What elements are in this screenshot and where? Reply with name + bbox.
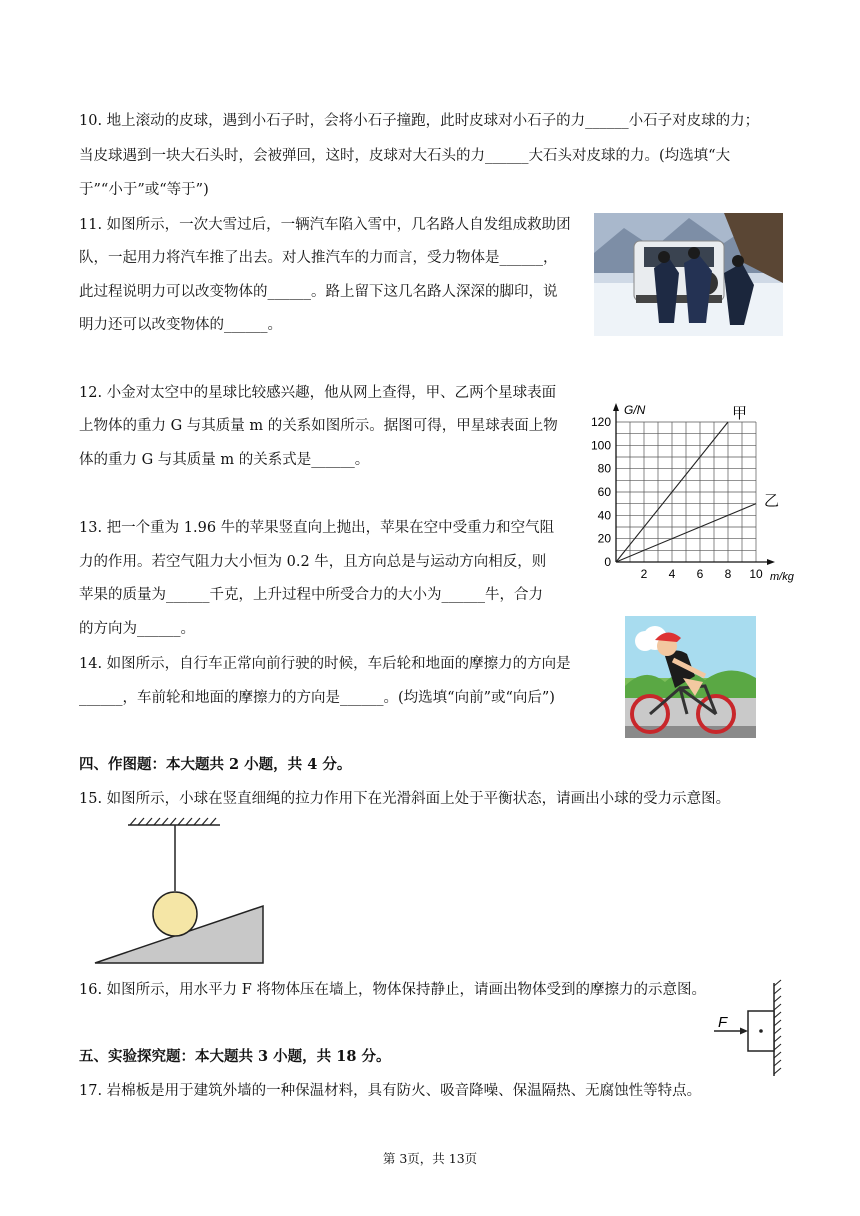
q15-text: 15. 如图所示，小球在竖直细绳的拉力作用下在光滑斜面上处于平衡状态，请画出小球的受力示意图。 <box>79 791 731 807</box>
q14-line1: 14. 如图所示，自行车正常向前行驶的时候，车后轮和地面的摩擦力的方向是 <box>79 656 571 672</box>
q13-line4: 的方向为______。 <box>79 621 195 637</box>
q12-line2: 上物体的重力 G 与其质量 m 的关系如图所示。据图可得，甲星球表面上物 <box>79 418 558 434</box>
ball-incline-figure <box>90 815 270 970</box>
q13-line3: 苹果的质量为______千克，上升过程中所受合力的大小为______牛，合力 <box>79 587 543 603</box>
q10-line3: 于”“小于”或“等于”) <box>79 182 209 198</box>
y-tick-label: 0 <box>604 555 611 569</box>
x-tick-label: 4 <box>668 567 676 581</box>
page-footer: 第 3页，共 13页 <box>382 1151 478 1166</box>
x-axis-label: m/kg <box>770 571 794 583</box>
x-tick-label: 2 <box>640 567 648 581</box>
x-axis-arrow <box>767 559 775 565</box>
y-axis-arrow <box>613 403 619 411</box>
q12-line3: 体的重力 G 与其质量 m 的关系式是______。 <box>79 452 370 468</box>
block-wall-figure <box>712 978 792 1080</box>
q17-text: 17. 岩棉板是用于建筑外墙的一种保温材料，具有防火、吸音降噪、保温隔热、无腐蚀性等特点。 <box>79 1083 702 1099</box>
y-tick-label: 100 <box>590 438 611 453</box>
y-tick-label: 80 <box>597 461 611 476</box>
snow-car-photo <box>594 213 783 336</box>
cyclist-photo <box>625 616 756 738</box>
q10-line2: 当皮球遇到一块大石头时，会被弹回，这时，皮球对大石头的力______大石头对皮球的力。(均选填“大 <box>79 148 731 164</box>
y-tick-label: 40 <box>597 508 611 523</box>
section-5-heading: 五、实验探究题：本大题共 3 小题，共 18 分。 <box>79 1048 391 1065</box>
x-tick-label: 6 <box>696 567 704 581</box>
y-tick-label: 60 <box>597 485 611 499</box>
q12-line1: 12. 小金对太空中的星球比较感兴趣，他从网上查得，甲、乙两个星球表面 <box>79 385 557 401</box>
gravity-mass-chart <box>588 392 808 592</box>
x-tick-label: 8 <box>724 567 732 581</box>
q11-line1: 11. 如图所示，一次大雪过后，一辆汽车陷入雪中，几名路人自发组成救助团 <box>79 217 571 233</box>
q13-line2: 力的作用。若空气阻力大小恒为 0.2 牛，且方向总是与运动方向相反，则 <box>79 554 547 570</box>
force-f-label: F <box>718 1014 728 1031</box>
q16-text: 16. 如图所示，用水平力 F 将物体压在墙上，物体保持静止，请画出物体受到的摩擦力的示意图。 <box>79 982 706 998</box>
q11-line4: 明力还可以改变物体的______。 <box>79 317 282 333</box>
q13-line1: 13. 把一个重为 1.96 牛的苹果竖直向上抛出，苹果在空中受重力和空气阻 <box>79 520 555 536</box>
series-label-1: 甲 <box>732 405 748 422</box>
series-label-2: 乙 <box>764 492 780 510</box>
section-4-heading: 四、作图题：本大题共 2 小题，共 4 分。 <box>79 756 352 773</box>
q11-line3: 此过程说明力可以改变物体的______。路上留下这几名路人深深的脚印，说 <box>79 284 558 300</box>
x-tick-label: 10 <box>749 567 763 581</box>
q11-line2: 队，一起用力将汽车推了出去。对人推汽车的力而言，受力物体是______， <box>79 250 558 266</box>
y-axis-label: G/N <box>624 403 646 417</box>
q14-line2: ______，车前轮和地面的摩擦力的方向是______。(均选填“向前”或“向后”) <box>79 690 555 706</box>
y-tick-label: 120 <box>590 415 611 429</box>
y-tick-label: 20 <box>597 531 611 546</box>
q10-line1: 10. 地上滚动的皮球，遇到小石子时，会将小石子撞跑，此时皮球对小石子的力______小石子对皮球的力； <box>79 113 760 129</box>
